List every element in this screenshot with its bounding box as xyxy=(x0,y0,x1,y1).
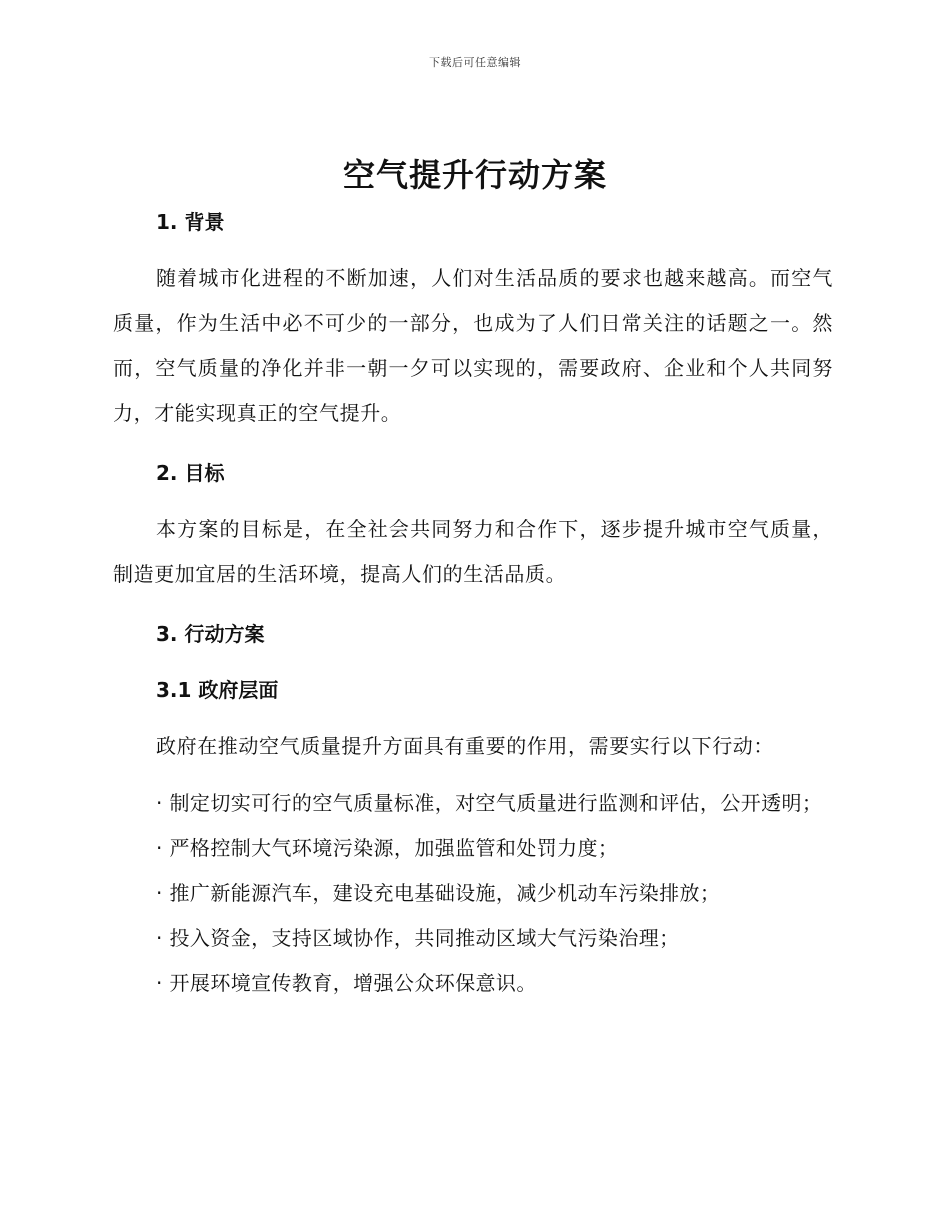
section-heading-action: 3. 行动方案 xyxy=(156,622,265,646)
section-heading-goal: 2. 目标 xyxy=(156,461,225,485)
subsection-heading-government: 3.1 政府层面 xyxy=(156,678,279,702)
document-body xyxy=(113,200,833,1006)
list-item: · 推广新能源汽车，建设充电基础设施，减少机动车污染排放； xyxy=(156,881,721,905)
paragraph-goal: 本方案的目标是，在全社会共同努力和合作下，逐步提升城市空气质量，制造更加宜居的生活环境，提高人们的生活品质。 xyxy=(113,517,833,586)
document-title: 空气提升行动方案 xyxy=(342,156,607,194)
section-heading-background: 1. 背景 xyxy=(156,210,225,234)
list-item: · 开展环境宣传教育，增强公众环保意识。 xyxy=(156,971,537,995)
paragraph-government-intro: 政府在推动空气质量提升方面具有重要的作用，需要实行以下行动： xyxy=(156,734,774,758)
paragraph-background: 随着城市化进程的不断加速，人们对生活品质的要求也越来越高。而空气质量，作为生活中必不可少的一部分，也成为了人们日常关注的话题之一。然而，空气质量的净化并非一朝一夕可以实现的，需要政府、企业和个人共同努力，才能实现真正的空气提升。 xyxy=(113,266,833,425)
list-item: · 投入资金，支持区域协作，共同推动区域大气污染治理； xyxy=(156,926,680,950)
page-header-note: 下载后可任意编辑 xyxy=(429,56,521,69)
list-item: · 严格控制大气环境污染源，加强监管和处罚力度； xyxy=(156,836,619,860)
list-item: · 制定切实可行的空气质量标准，对空气质量进行监测和评估，公开透明； xyxy=(156,791,823,815)
